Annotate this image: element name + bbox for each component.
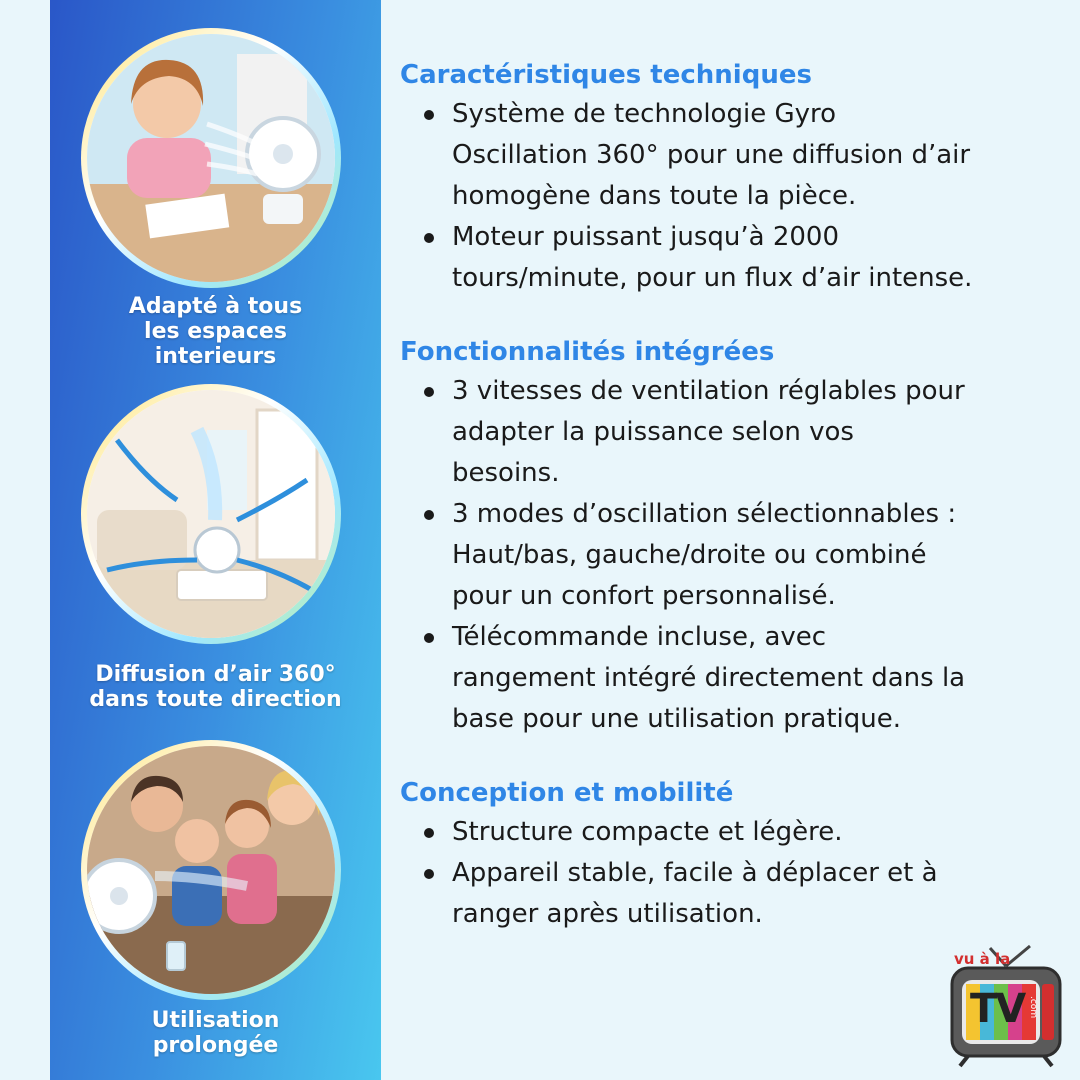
feature-image-girl-studying (81, 28, 341, 288)
bullet-item (400, 812, 1070, 853)
feature-label-prolonged-use (50, 1008, 381, 1058)
feature-sidebar (50, 0, 381, 1080)
feature-label-line: interieurs (154, 344, 277, 369)
bullet-line: pour un confort personnalisé. (452, 581, 836, 611)
bullet-item (400, 494, 1070, 617)
feature-label-line: Adapté à tous (128, 294, 303, 319)
logo-main-text: TV (970, 986, 1025, 1032)
bullet-line: tours/minute, pour un flux d’air intense. (452, 263, 973, 293)
bullet-line: Structure compacte et légère. (452, 817, 843, 847)
bullet-list (400, 812, 1070, 935)
specifications-content (400, 58, 1070, 971)
feature-image-living-room (81, 384, 341, 644)
bullet-list (400, 371, 1070, 740)
section-title: Fonctionnalités intégrées (400, 337, 775, 367)
bullet-line: ranger après utilisation. (452, 899, 763, 929)
feature-label-360-diffusion (50, 662, 381, 712)
logo-top-text: vu à la (954, 950, 1011, 968)
bullet-line: Appareil stable, facile à déplacer et à (452, 858, 938, 888)
section-technical (400, 58, 1070, 299)
bullet-line: besoins. (452, 458, 560, 488)
bullet-line: Haut/bas, gauche/droite ou combiné (452, 540, 927, 570)
family-sofa-illustration (87, 746, 335, 994)
bullet-line: Oscillation 360° pour une diffusion d’air (452, 140, 971, 170)
section-features (400, 335, 1070, 740)
feature-image-family (81, 740, 341, 1000)
feature-label-line: les espaces (144, 319, 287, 344)
feature-label-line: dans toute direction (89, 687, 342, 712)
bullet-line: Système de technologie Gyro (452, 99, 837, 129)
bullet-line: 3 modes d’oscillation sélectionnables : (452, 499, 957, 529)
bullet-line: adapter la puissance selon vos (452, 417, 854, 447)
bullet-item (400, 853, 1070, 935)
feature-label-line: Utilisation (151, 1008, 280, 1033)
section-design (400, 776, 1070, 935)
girl-studying-illustration (87, 34, 335, 282)
bullet-item (400, 94, 1070, 217)
feature-label-line: Diffusion d’air 360° (95, 662, 336, 687)
bullet-list (400, 94, 1070, 299)
feature-label-interiors (50, 294, 381, 369)
bullet-line: 3 vitesses de ventilation réglables pour (452, 376, 965, 406)
section-title: Conception et mobilité (400, 778, 734, 808)
vu-a-la-tv-logo (946, 944, 1066, 1068)
bullet-item (400, 617, 1070, 740)
feature-label-line: prolongée (152, 1033, 279, 1058)
living-room-illustration (87, 390, 335, 638)
bullet-line: base pour une utilisation pratique. (452, 704, 901, 734)
section-title: Caractéristiques techniques (400, 60, 812, 90)
bullet-line: homogène dans toute la pièce. (452, 181, 857, 211)
bullet-item (400, 371, 1070, 494)
bullet-line: Moteur puissant jusqu’à 2000 (452, 222, 839, 252)
logo-side-text: .com (1028, 996, 1038, 1019)
bullet-line: Télécommande incluse, avec (452, 622, 827, 652)
bullet-item (400, 217, 1070, 299)
bullet-line: rangement intégré directement dans la (452, 663, 966, 693)
